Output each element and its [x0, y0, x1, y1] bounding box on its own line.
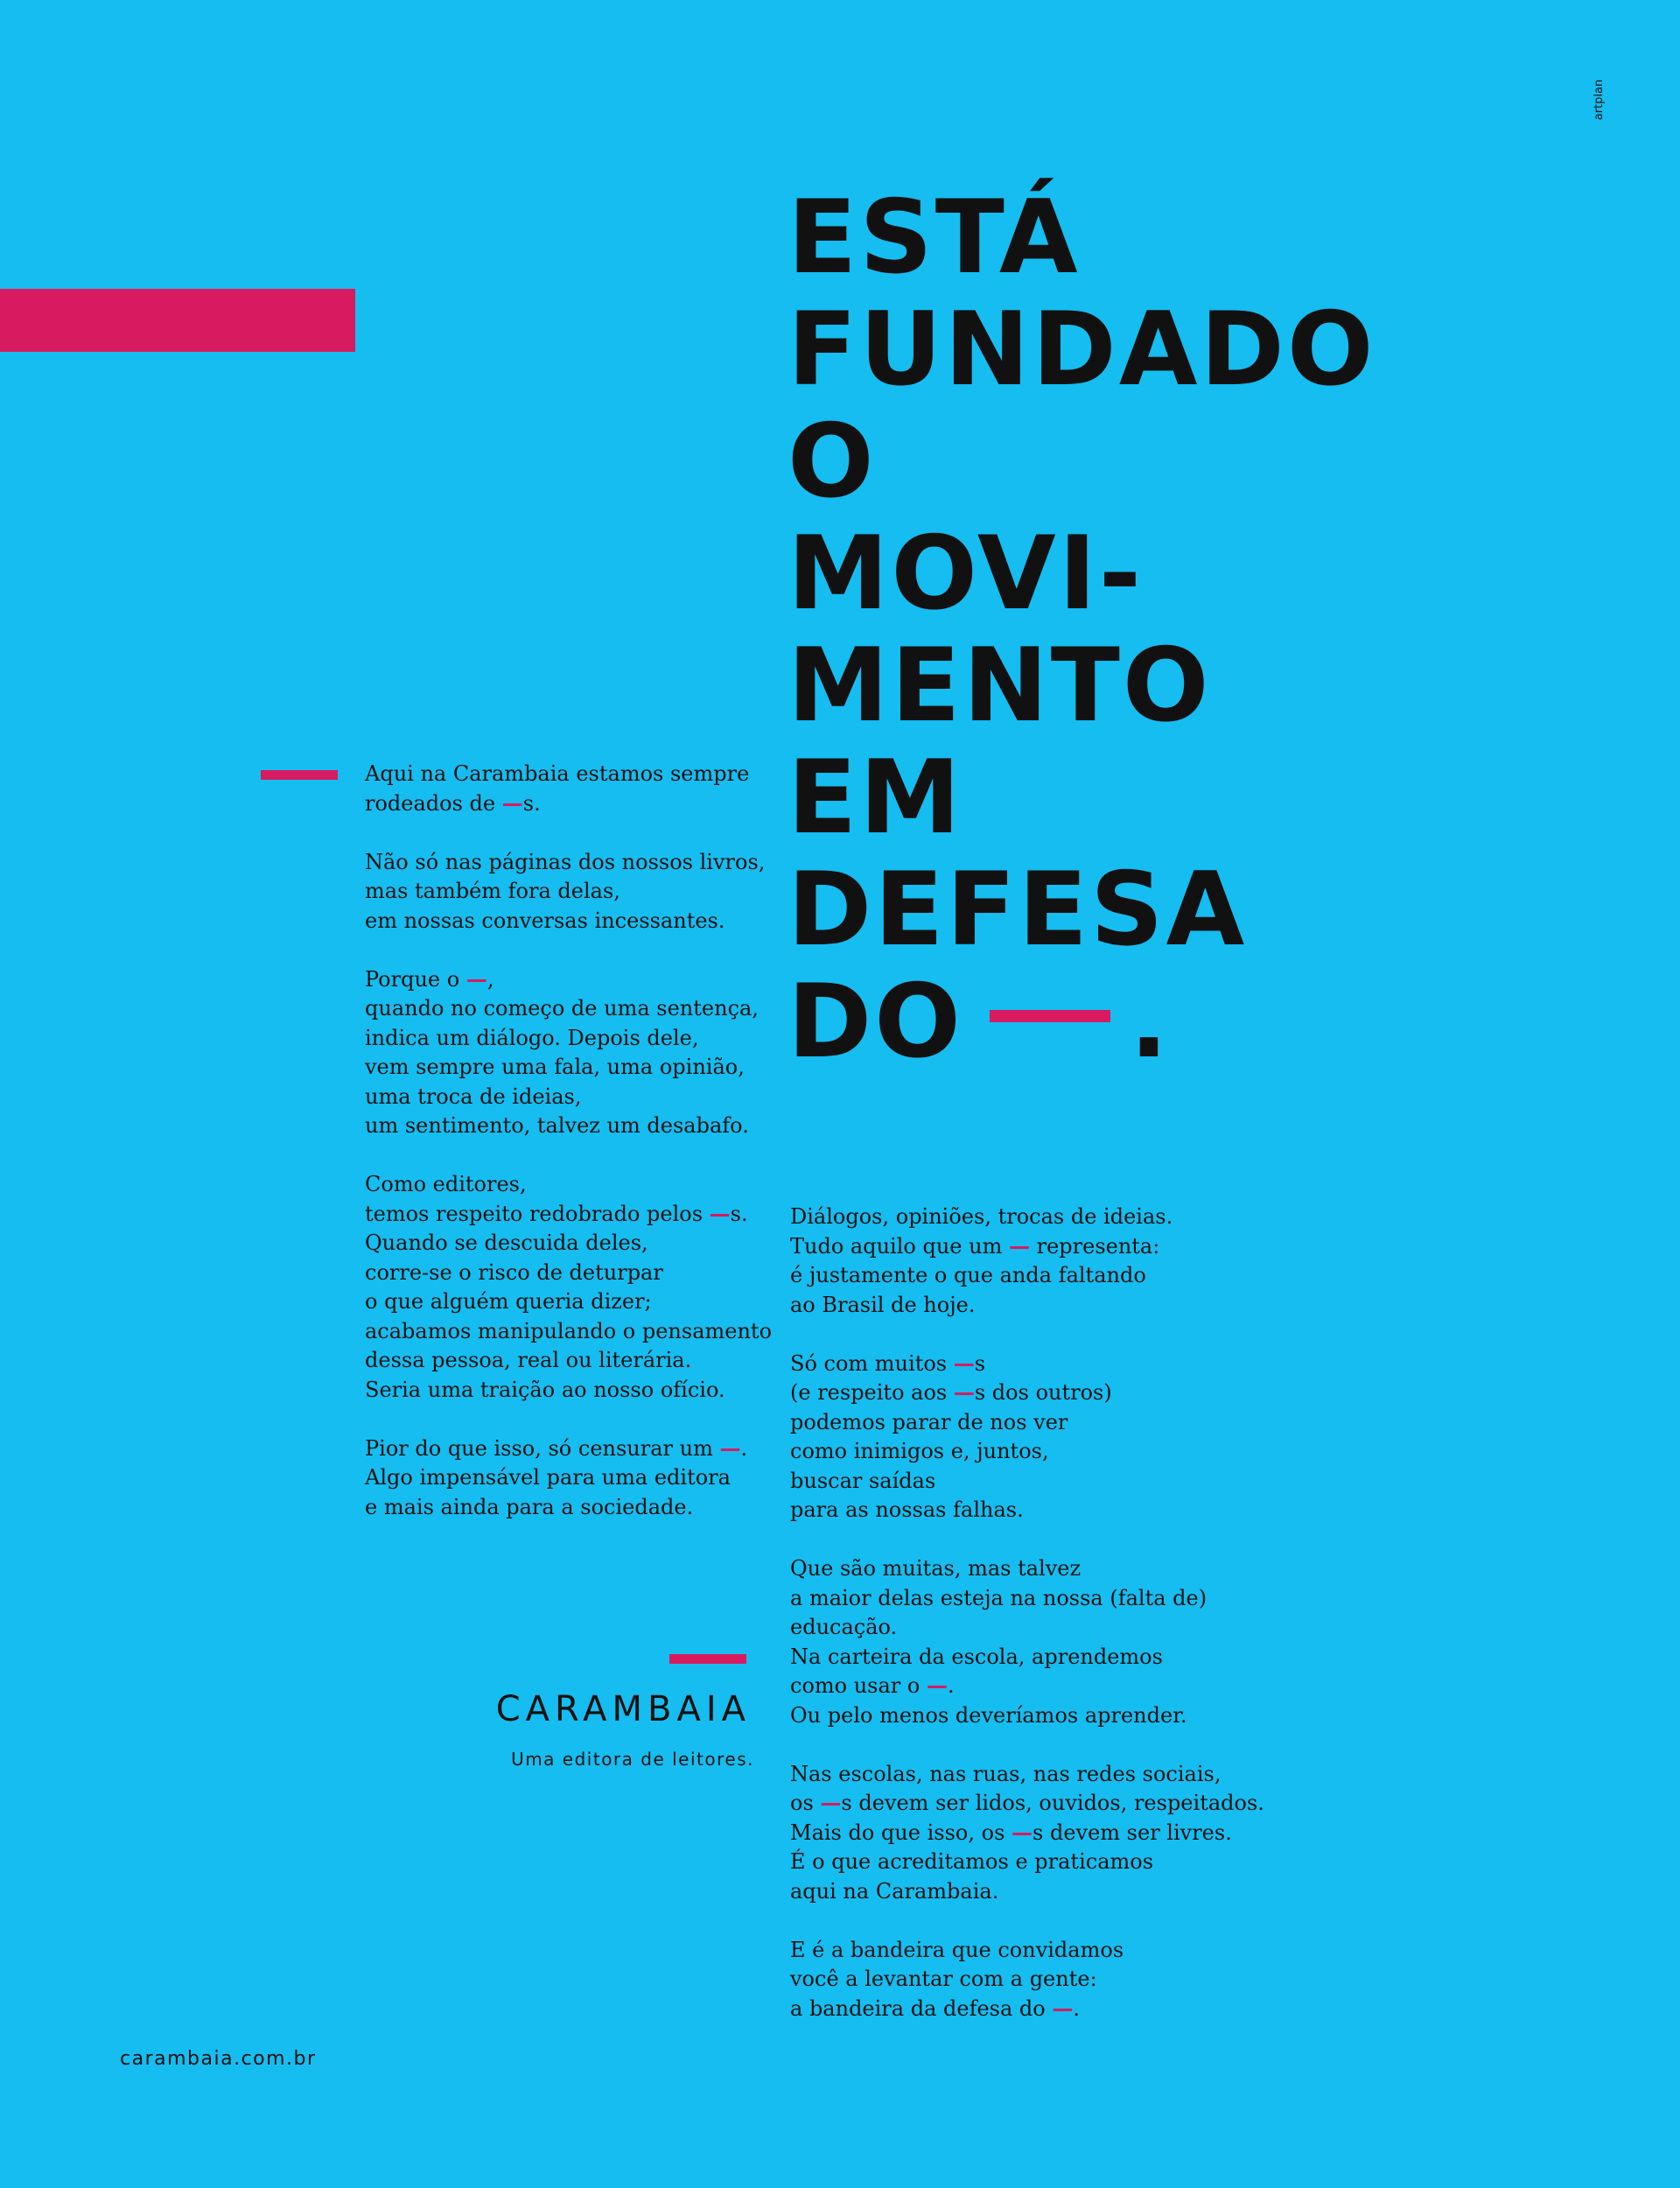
- body-paragraph: [365, 760, 772, 818]
- pink-dash-mark: —: [1008, 1233, 1030, 1259]
- body-text-segment: (e respeito aos: [790, 1380, 954, 1405]
- headline-dash-mark: [990, 1010, 1110, 1022]
- body-paragraph: [365, 965, 772, 1141]
- body-text-segment: Nas escolas, nas ruas, nas redes sociais,: [790, 1761, 1222, 1786]
- body-text-segment: s dos outros): [974, 1380, 1112, 1405]
- body-text-segment: buscar saídas: [790, 1468, 936, 1493]
- body-text-segment: podemos parar de nos ver: [790, 1409, 1068, 1434]
- body-text-segment: dessa pessoa, real ou literária.: [365, 1348, 692, 1372]
- body-text-segment: um sentimento, talvez um desabafo.: [365, 1113, 749, 1138]
- body-text-segment: acabamos manipulando o pensamento: [365, 1318, 773, 1343]
- body-text-segment: em nossas conversas incessantes.: [365, 908, 725, 933]
- body-text-segment: É o que acreditamos e praticamos: [790, 1849, 1154, 1874]
- body-paragraph: [365, 1170, 772, 1405]
- headline-line: DO: [788, 963, 963, 1081]
- left-body-copy: [365, 760, 772, 1522]
- headline-line: DEFESA: [788, 851, 1248, 969]
- body-text-segment: uma troca de ideias,: [365, 1083, 582, 1109]
- body-paragraph: [790, 1203, 1264, 1320]
- logo-dash-mark: [669, 1654, 746, 1664]
- body-text-segment: Quando se descuida deles,: [365, 1231, 648, 1255]
- pink-dash-mark: —: [1012, 1820, 1033, 1845]
- body-text-segment: Seria uma traição ao nosso ofício.: [365, 1377, 725, 1402]
- body-text-segment: .: [740, 1435, 748, 1461]
- body-text-segment: Só com muitos: [790, 1350, 954, 1376]
- body-text-segment: a bandeira da defesa do: [790, 1995, 1053, 2021]
- body-text-segment: s devem ser lidos, ouvidos, respeitados.: [841, 1791, 1264, 1815]
- body-text-segment: s.: [730, 1201, 748, 1226]
- body-text-segment: ao Brasil de hoje.: [790, 1292, 976, 1317]
- body-text-segment: s: [974, 1350, 986, 1376]
- body-paragraph: [790, 1554, 1264, 1730]
- pink-dash-mark: —: [501, 790, 523, 816]
- body-text-segment: s.: [522, 790, 541, 816]
- pink-dash-mark: —: [709, 1201, 731, 1226]
- body-paragraph: [365, 848, 772, 936]
- body-text-segment: Ou pelo menos deveríamos aprender.: [790, 1702, 1187, 1728]
- body-text-segment: Na carteira da escola, aprendemos: [790, 1644, 1163, 1669]
- pink-dash-mark: —: [1052, 1995, 1074, 2021]
- left-column-dash-mark: [261, 770, 338, 780]
- headline-line: ESTÁ: [788, 179, 1081, 297]
- body-text-segment: os: [790, 1791, 821, 1815]
- body-text-segment: como usar o: [790, 1673, 927, 1698]
- body-text-segment: corre-se o risco de deturpar: [365, 1259, 663, 1285]
- body-text-segment: para as nossas falhas.: [790, 1497, 1024, 1522]
- agency-credit: artplan: [1592, 79, 1606, 121]
- body-text-segment: Tudo aquilo que um: [790, 1233, 1009, 1259]
- headline-period: .: [1129, 963, 1171, 1081]
- website-url: carambaia.com.br: [120, 2048, 317, 2070]
- body-text-segment: ,: [486, 966, 494, 992]
- body-text-segment: Como editores,: [365, 1172, 527, 1196]
- body-text-segment: s devem ser livres.: [1032, 1820, 1232, 1845]
- headline: [788, 179, 1575, 1081]
- body-paragraph: [790, 1936, 1264, 2024]
- headline-last-line: [788, 963, 1575, 1081]
- headline-line: EM: [788, 739, 963, 857]
- body-text-segment: Não só nas páginas dos nossos livros,: [365, 849, 766, 874]
- pink-dash-mark: —: [719, 1435, 741, 1461]
- headline-line: MOVI-: [788, 515, 1144, 633]
- body-text-segment: .: [948, 1673, 955, 1698]
- body-text-segment: Porque o: [365, 966, 466, 992]
- body-text-segment: temos respeito redobrado pelos: [365, 1201, 710, 1226]
- body-text-segment: rodeados de: [365, 790, 502, 816]
- pink-dash-mark: —: [953, 1380, 975, 1405]
- brand-logo: CARAMBAIA: [495, 1689, 751, 1729]
- body-text-segment: mas também fora delas,: [365, 879, 620, 903]
- body-text-segment: .: [1073, 1995, 1081, 2021]
- body-text-segment: é justamente o que anda faltando: [790, 1263, 1146, 1287]
- body-text-segment: você a levantar com a gente:: [790, 1967, 1097, 1991]
- headline-line: MENTO: [788, 627, 1212, 745]
- body-text-segment: como inimigos e, juntos,: [790, 1439, 1049, 1463]
- pink-dash-mark: —: [927, 1673, 948, 1698]
- brand-tagline: Uma editora de leitores.: [511, 1749, 754, 1770]
- body-text-segment: Pior do que isso, só censurar um: [365, 1435, 720, 1461]
- body-text-segment: a maior delas esteja na nossa (falta de): [790, 1585, 1208, 1610]
- body-text-segment: educação.: [790, 1615, 898, 1639]
- body-text-segment: e mais ainda para a sociedade.: [365, 1494, 694, 1519]
- headline-line: FUNDADO: [788, 291, 1376, 409]
- body-text-segment: Algo impensável para uma editora: [365, 1465, 731, 1490]
- body-text-segment: Aqui na Carambaia estamos sempre: [365, 761, 750, 786]
- body-paragraph: [790, 1760, 1264, 1907]
- body-text-segment: o que alguém queria dizer;: [365, 1289, 652, 1314]
- headline-line: O: [788, 403, 877, 521]
- body-text-segment: E é a bandeira que convidamos: [790, 1937, 1124, 1962]
- right-body-copy: [790, 1203, 1264, 2023]
- body-text-segment: Que são muitas, mas talvez: [790, 1556, 1082, 1581]
- pink-dash-mark: —: [820, 1791, 842, 1815]
- body-paragraph: [790, 1350, 1264, 1525]
- body-text-segment: quando no começo de uma sentença,: [365, 996, 759, 1020]
- body-text-segment: indica um diálogo. Depois dele,: [365, 1025, 699, 1050]
- body-text-segment: representa:: [1029, 1233, 1160, 1259]
- body-text-segment: vem sempre uma fala, uma opinião,: [365, 1055, 745, 1079]
- pink-accent-bar: [0, 289, 355, 352]
- body-text-segment: Diálogos, opiniões, trocas de ideias.: [790, 1204, 1173, 1229]
- body-text-segment: Mais do que isso, os: [790, 1820, 1012, 1845]
- body-text-segment: aqui na Carambaia.: [790, 1878, 999, 1904]
- pink-dash-mark: —: [466, 966, 487, 992]
- pink-dash-mark: —: [953, 1350, 975, 1376]
- body-paragraph: [365, 1434, 772, 1523]
